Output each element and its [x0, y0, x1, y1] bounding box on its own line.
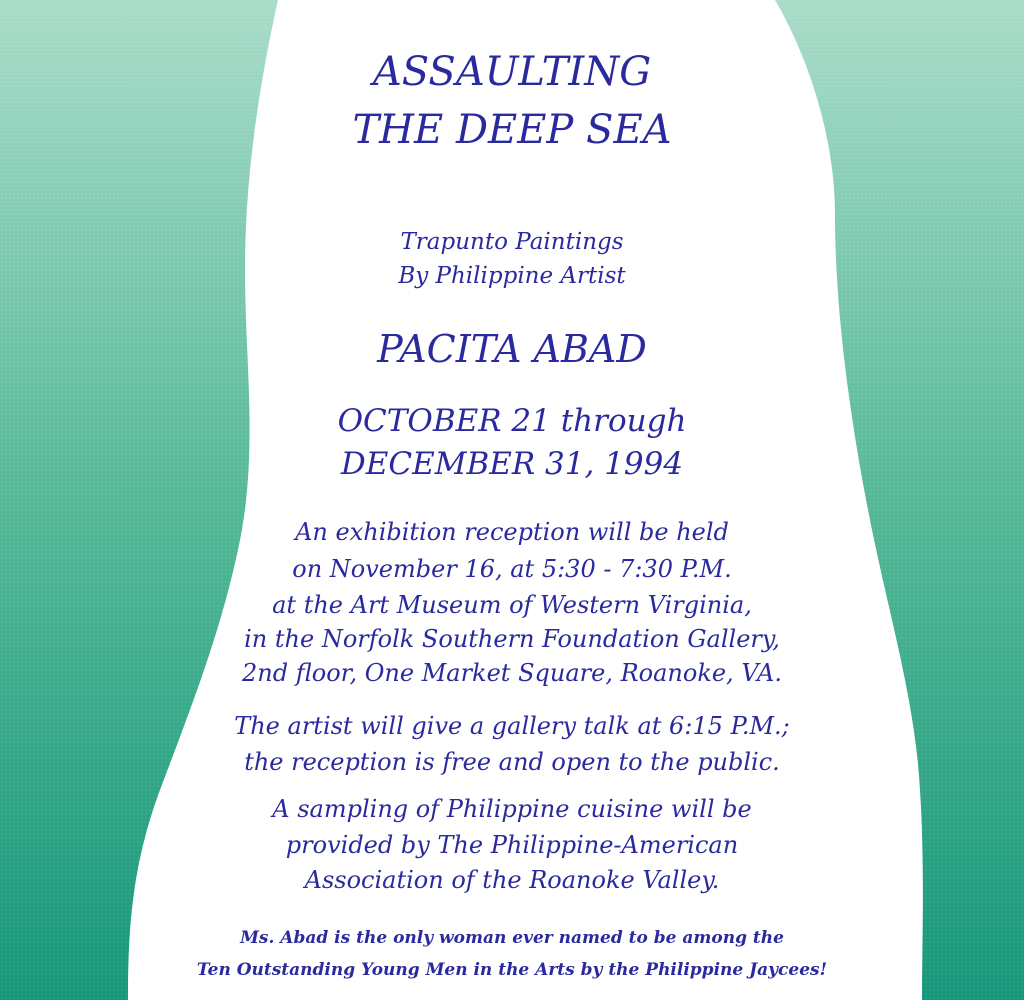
- footnote-line-2: Ten Outstanding Young Men in the Arts by the Philippine Jaycees!: [196, 960, 828, 980]
- title-line-1: ASSAULTING: [372, 49, 652, 95]
- talk-line-1: The artist will give a gallery talk at 6:15 P.M.;: [234, 712, 790, 740]
- cuisine-line-3: Association of the Roanoke Valley.: [304, 866, 720, 894]
- subtitle-line-2: By Philippine Artist: [398, 263, 626, 289]
- reception-line-4: in the Norfolk Southern Foundation Gallery,: [244, 625, 780, 653]
- reception-line-3: at the Art Museum of Western Virginia,: [272, 591, 752, 619]
- subtitle-line-1: Trapunto Paintings: [400, 229, 624, 255]
- reception-line-2: on November 16, at 5:30 - 7:30 P.M.: [292, 555, 732, 583]
- artist-name: PACITA ABAD: [377, 327, 647, 371]
- reception-line-1: An exhibition reception will be held: [295, 518, 729, 546]
- cuisine-line-2: provided by The Philippine-American: [285, 831, 739, 859]
- footnote-line-1: Ms. Abad is the only woman ever named to be among the: [240, 928, 784, 948]
- dates-line-1: OCTOBER 21 through: [337, 403, 687, 439]
- reception-line-5: 2nd floor, One Market Square, Roanoke, VA.: [242, 659, 782, 687]
- cuisine-line-1: A sampling of Philippine cuisine will be: [272, 795, 752, 823]
- dates-line-2: DECEMBER 31, 1994: [340, 446, 684, 482]
- talk-line-2: the reception is free and open to the public.: [244, 748, 780, 776]
- title-line-2: THE DEEP SEA: [352, 107, 672, 153]
